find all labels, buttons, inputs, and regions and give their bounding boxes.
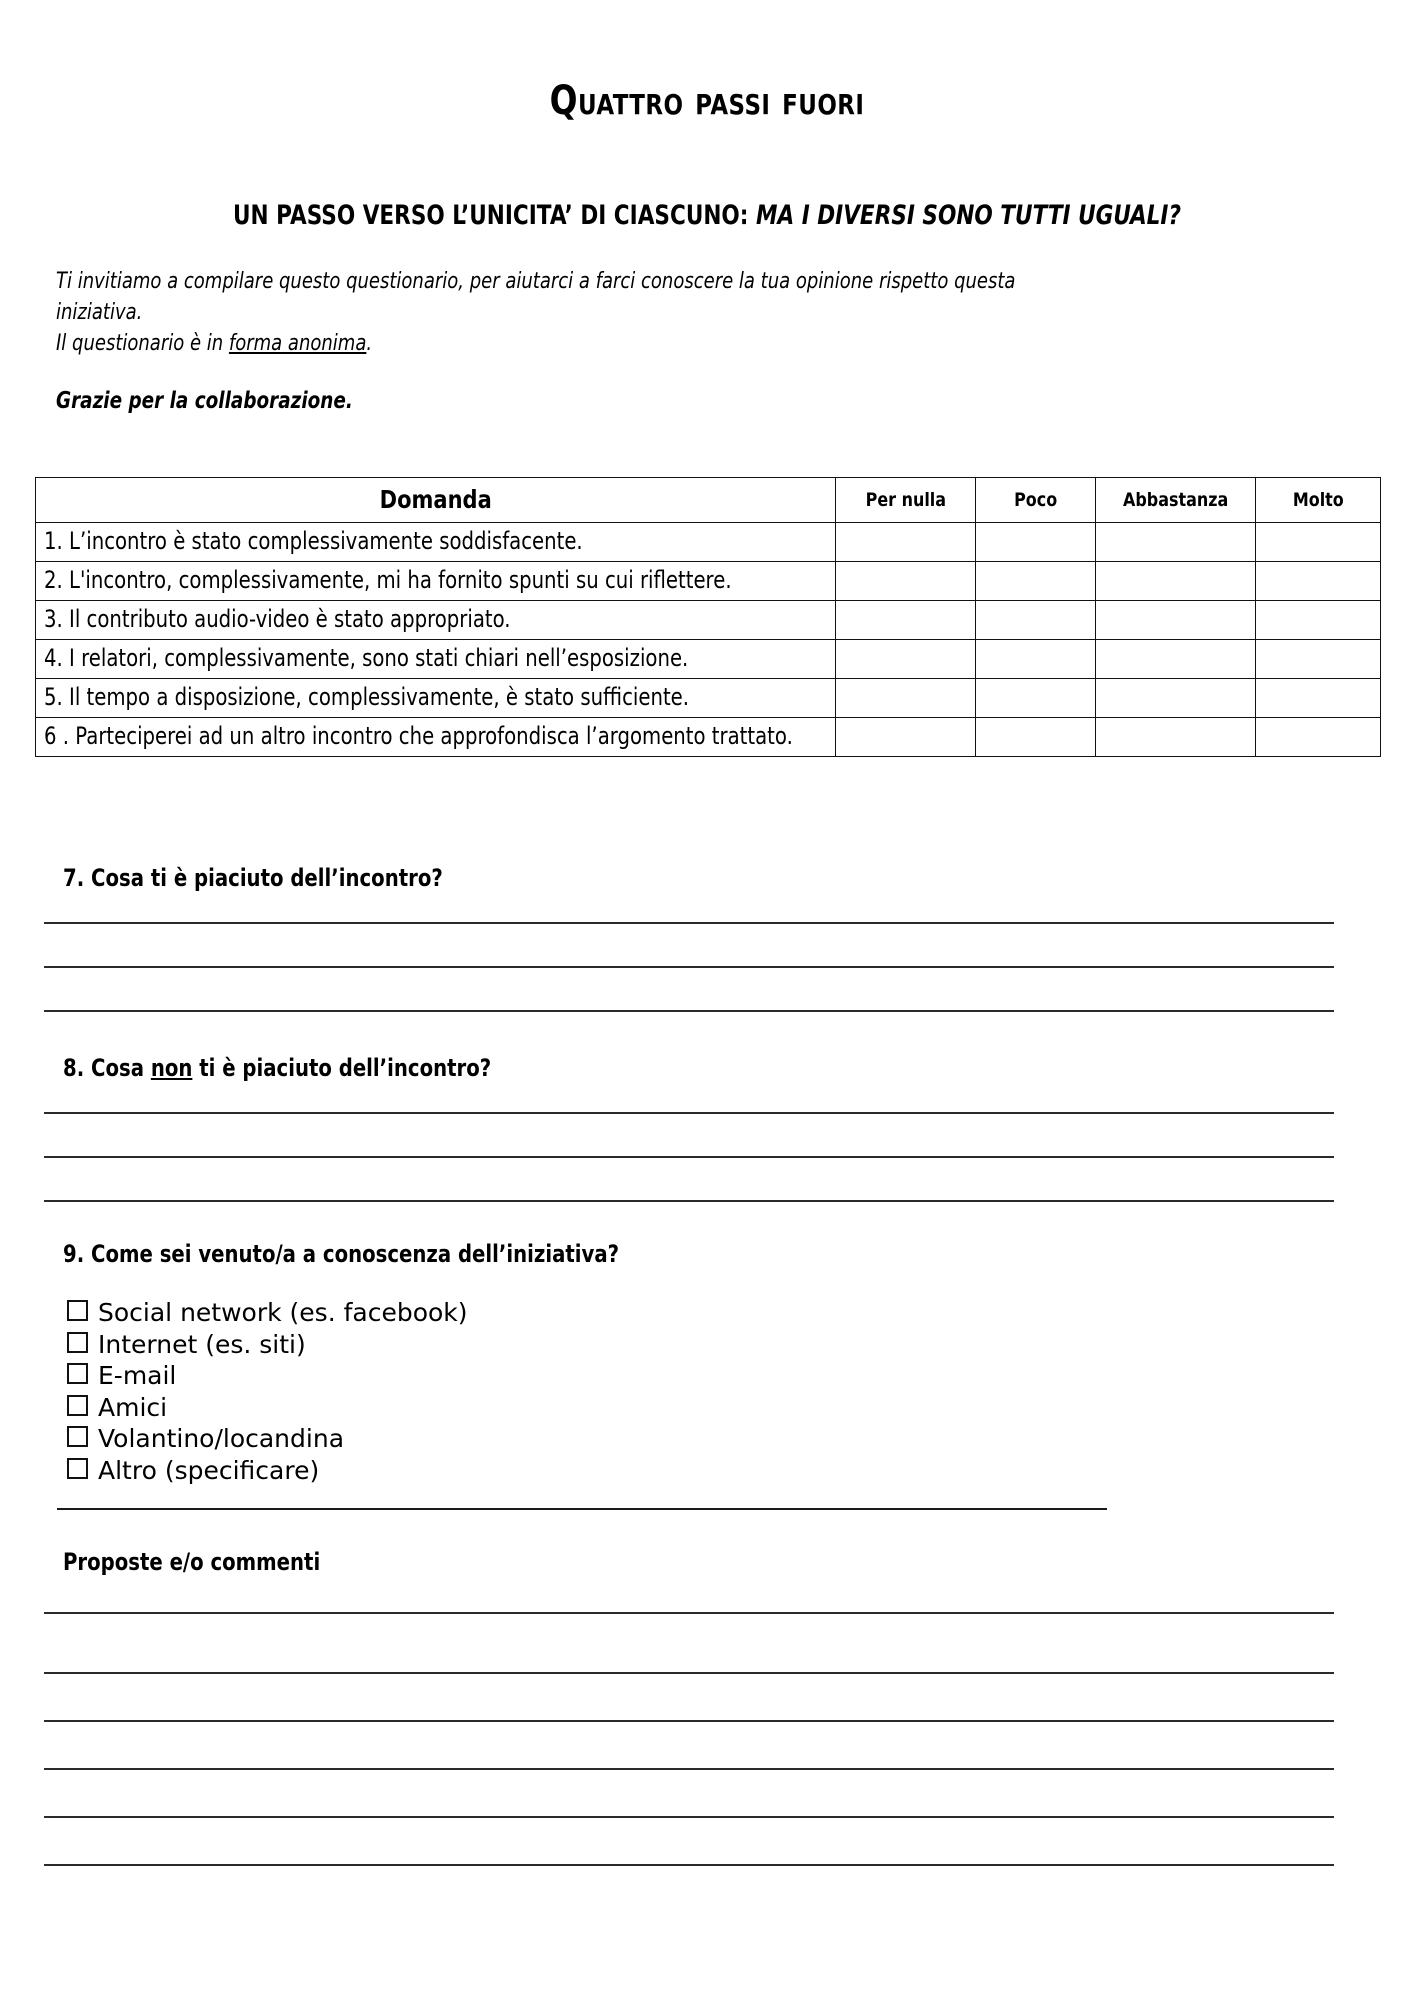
column-header-poco-label: Poco: [1013, 488, 1058, 511]
answer-cell-6-per-nulla[interactable]: [836, 718, 976, 757]
column-header-poco: [976, 478, 1096, 523]
answer-cell-1-abbastanza[interactable]: [1096, 523, 1256, 562]
option-label-internet: Internet (es. siti): [98, 1329, 306, 1359]
question-text-4: 4. I relatori, complessivamente, sono stati chiari nell’esposizione.: [44, 644, 689, 672]
comment-line-2[interactable]: [44, 1672, 1334, 1674]
intro-line-2-suffix: .: [366, 330, 373, 356]
question-cell-4: [36, 640, 836, 679]
question-8-suffix: ti è piaciuto dell’incontro?: [192, 1054, 492, 1082]
answer-cell-3-abbastanza[interactable]: [1096, 601, 1256, 640]
rating-table: [35, 477, 1381, 757]
table-row: [36, 601, 1381, 640]
comment-line-5[interactable]: [44, 1816, 1334, 1818]
column-header-molto-label: Molto: [1292, 488, 1344, 511]
page-subtitle: [141, 200, 1272, 231]
subtitle-italic-text: MA I DIVERSI SONO TUTTI UGUALI?: [755, 200, 1181, 231]
answer-line-q8-2[interactable]: [44, 1156, 1334, 1158]
table-header-row: [36, 478, 1381, 523]
answer-cell-1-molto[interactable]: [1256, 523, 1381, 562]
answer-line-q8-3[interactable]: [44, 1200, 1334, 1202]
question-text-5: 5. Il tempo a disposizione, complessivamente, è stato sufficiente.: [44, 683, 690, 711]
checkbox-icon[interactable]: [67, 1332, 88, 1353]
answer-line-q7-3[interactable]: [44, 1010, 1334, 1012]
table-row: [36, 640, 1381, 679]
answer-cell-5-per-nulla[interactable]: [836, 679, 976, 718]
column-header-per-nulla: [836, 478, 976, 523]
checkbox-icon[interactable]: [67, 1363, 88, 1384]
answer-cell-5-abbastanza[interactable]: [1096, 679, 1256, 718]
answer-line-q7-2[interactable]: [44, 966, 1334, 968]
question-9-label: 9. Come sei venuto/a a conoscenza dell’iniziativa?: [63, 1240, 620, 1268]
option-label-altro: Altro (specificare): [98, 1455, 320, 1485]
answer-line-altro[interactable]: [57, 1508, 1107, 1510]
subtitle-main-text: UN PASSO VERSO L’UNICITA’ DI CIASCUNO:: [232, 200, 749, 231]
question-cell-2: [36, 562, 836, 601]
table-row: [36, 523, 1381, 562]
answer-cell-1-poco[interactable]: [976, 523, 1096, 562]
checkbox-icon[interactable]: [67, 1458, 88, 1479]
question-cell-1: [36, 523, 836, 562]
answer-cell-3-per-nulla[interactable]: [836, 601, 976, 640]
answer-cell-1-per-nulla[interactable]: [836, 523, 976, 562]
question-7-label: 7. Cosa ti è piaciuto dell’incontro?: [63, 864, 443, 892]
comment-line-3[interactable]: [44, 1720, 1334, 1722]
answer-cell-6-poco[interactable]: [976, 718, 1096, 757]
question-8-prefix: 8. Cosa: [63, 1054, 151, 1082]
question-text-6: 6 . Parteciperei ad un altro incontro che approfondisca l’argomento trattato.: [44, 722, 793, 750]
answer-line-q8-1[interactable]: [44, 1112, 1334, 1114]
table-row: [36, 562, 1381, 601]
question-cell-5: [36, 679, 836, 718]
comment-line-1[interactable]: [44, 1612, 1334, 1614]
anonymity-underlined-text: forma anonima: [228, 330, 367, 356]
option-label-amici: Amici: [98, 1392, 168, 1422]
option-label-email: E-mail: [98, 1361, 177, 1390]
answer-cell-4-poco[interactable]: [976, 640, 1096, 679]
question-cell-6: [36, 718, 836, 757]
answer-cell-2-poco[interactable]: [976, 562, 1096, 601]
table-row: [36, 718, 1381, 757]
answer-cell-2-per-nulla[interactable]: [836, 562, 976, 601]
page-title: Quattro passi fuori: [549, 78, 865, 124]
answer-cell-3-poco[interactable]: [976, 601, 1096, 640]
list-item[interactable]: [67, 1297, 468, 1329]
answer-cell-6-molto[interactable]: [1256, 718, 1381, 757]
answer-cell-4-abbastanza[interactable]: [1096, 640, 1256, 679]
question-cell-3: [36, 601, 836, 640]
list-item[interactable]: [67, 1360, 468, 1392]
comment-line-4[interactable]: [44, 1768, 1334, 1770]
answer-cell-5-molto[interactable]: [1256, 679, 1381, 718]
list-item[interactable]: [67, 1455, 468, 1487]
option-list: [67, 1297, 468, 1486]
question-text-3: 3. Il contributo audio-video è stato appropriato.: [44, 605, 511, 633]
column-header-abbastanza: [1096, 478, 1256, 523]
checkbox-icon[interactable]: [67, 1395, 88, 1416]
answer-cell-5-poco[interactable]: [976, 679, 1096, 718]
column-header-domanda-label: Domanda: [379, 485, 492, 514]
intro-line-2-prefix: Il questionario è in: [56, 330, 229, 356]
column-header-abbastanza-label: Abbastanza: [1122, 488, 1229, 511]
answer-cell-6-abbastanza[interactable]: [1096, 718, 1256, 757]
question-text-1: 1. L’incontro è stato complessivamente soddisfacente.: [44, 527, 583, 555]
thanks-note: Grazie per la collaborazione.: [56, 388, 353, 414]
list-item[interactable]: [67, 1329, 468, 1361]
answer-line-q7-1[interactable]: [44, 922, 1334, 924]
comments-heading: Proposte e/o commenti: [63, 1548, 321, 1576]
comment-line-6[interactable]: [44, 1864, 1334, 1866]
checkbox-icon[interactable]: [67, 1300, 88, 1321]
answer-cell-4-per-nulla[interactable]: [836, 640, 976, 679]
list-item[interactable]: [67, 1392, 468, 1424]
table-row: [36, 679, 1381, 718]
question-8-underlined-word: non: [150, 1054, 193, 1082]
answer-cell-2-abbastanza[interactable]: [1096, 562, 1256, 601]
column-header-domanda: [36, 478, 836, 523]
intro-paragraph: [56, 266, 1104, 359]
question-8-label: [63, 1054, 491, 1082]
answer-cell-3-molto[interactable]: [1256, 601, 1381, 640]
intro-line-1: Ti invitiamo a compilare questo questionario, per aiutarci a farci conoscere la tua opinione rispetto questa iniziativa.: [56, 268, 1016, 325]
column-header-per-nulla-label: Per nulla: [865, 488, 946, 511]
option-label-volantino: Volantino/locandina: [98, 1424, 345, 1453]
answer-cell-4-molto[interactable]: [1256, 640, 1381, 679]
checkbox-icon[interactable]: [67, 1426, 88, 1447]
option-label-social-network: Social network (es. facebook): [98, 1298, 468, 1327]
list-item[interactable]: [67, 1423, 468, 1455]
answer-cell-2-molto[interactable]: [1256, 562, 1381, 601]
column-header-molto: [1256, 478, 1381, 523]
question-text-2: 2. L'incontro, complessivamente, mi ha fornito spunti su cui riflettere.: [44, 566, 732, 594]
